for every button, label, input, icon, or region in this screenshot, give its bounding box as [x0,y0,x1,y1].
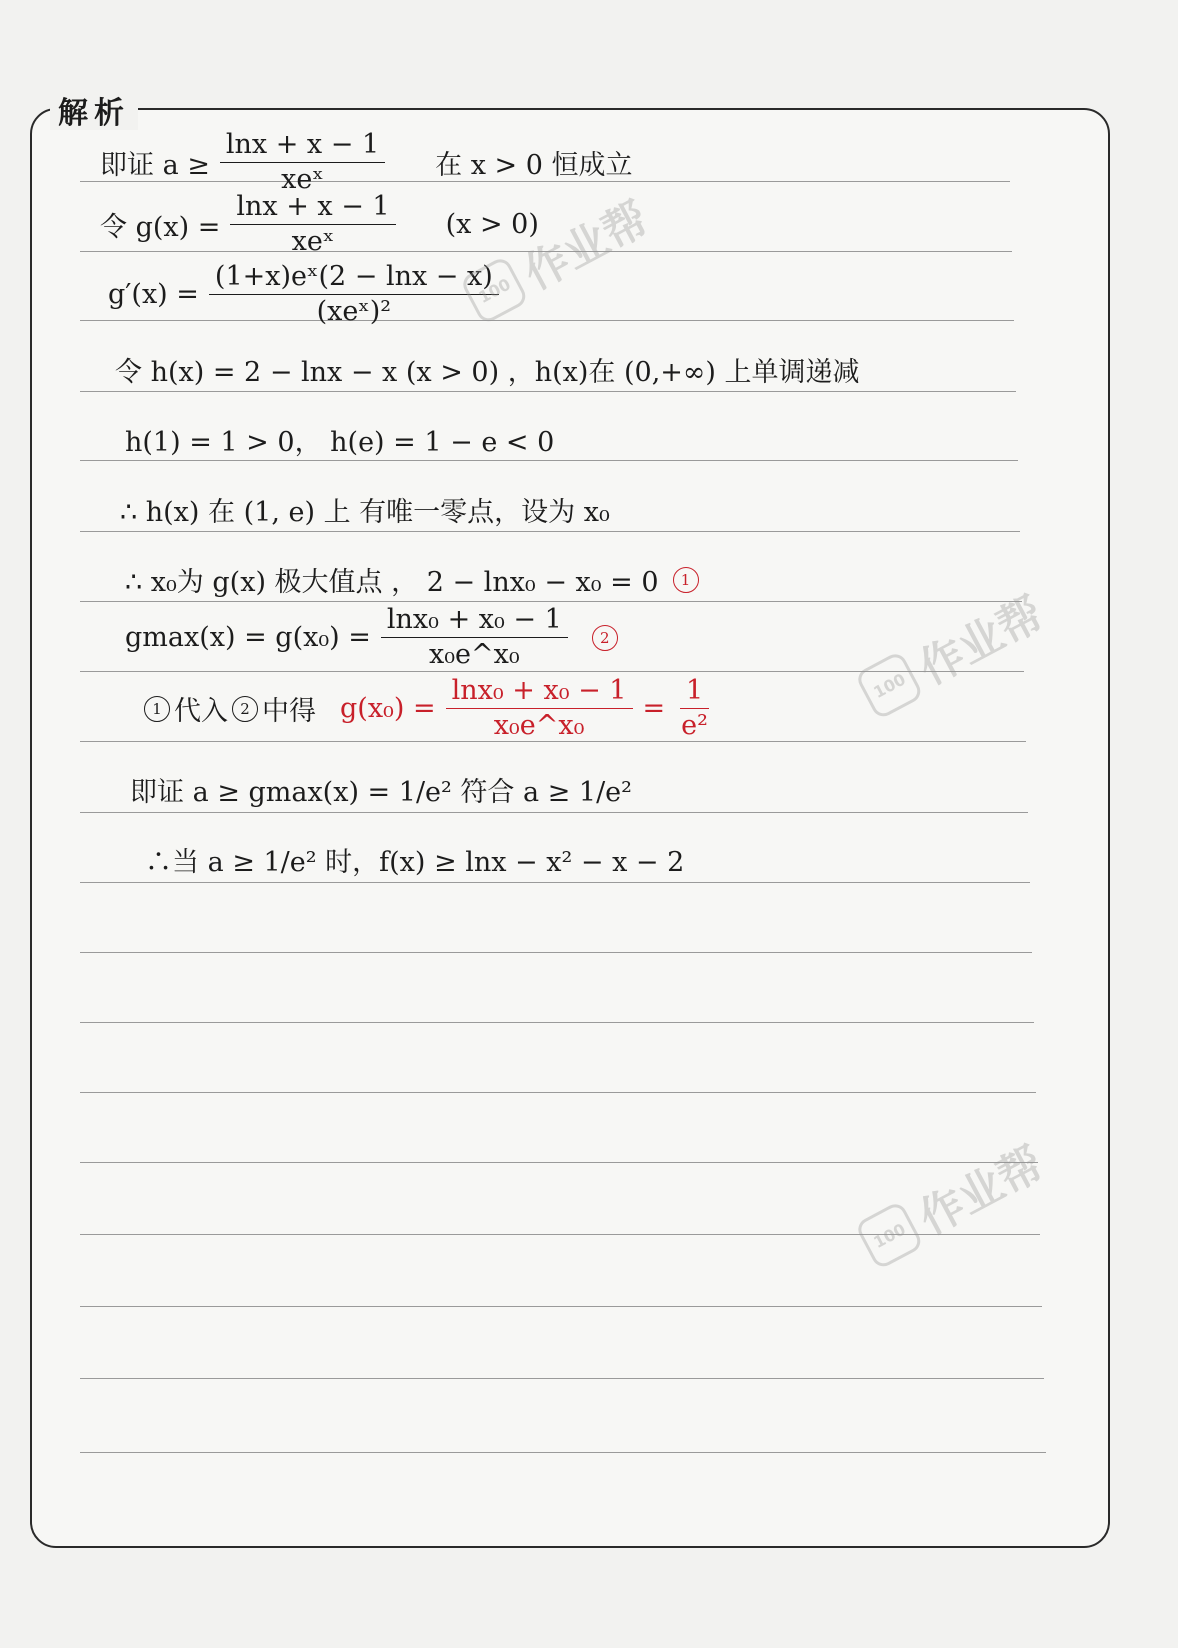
line-text: (x > 0) [445,209,539,240]
ruled-line [80,741,1026,742]
denominator: x₀e^x₀ [493,710,585,741]
numerator: lnx₀ + x₀ − 1 [381,605,568,638]
line-text: 即证 a ≥ gmax(x) = 1/e² 符合 a ≥ 1/e² [130,777,632,808]
watermark-text: 作业帮 [516,192,657,300]
numerator: lnx₀ + x₀ − 1 [446,676,633,709]
numerator: 1 [680,676,709,709]
circled-number-1: 1 [673,567,699,593]
ruled-line [80,882,1030,883]
solution-line-6 [120,490,610,529]
solution-line-1 [100,130,632,195]
fraction [209,262,499,327]
ruled-line [80,1452,1046,1453]
line-text: ∴ x₀为 g(x) 极大值点 ， 2 − lnx₀ − x₀ = 0 [125,567,659,598]
line-text: 令 g(x) = [100,212,221,243]
ruled-line [80,1092,1036,1093]
denominator: xeˣ [291,226,335,257]
solution-line-11 [145,840,684,879]
section-title: 解析 [50,98,138,130]
ruled-line [80,1378,1044,1379]
denominator: x₀e^x₀ [429,639,520,670]
ruled-line [80,460,1018,461]
watermark-text: 作业帮 [911,1137,1052,1245]
solution-line-4 [115,350,860,389]
ruled-line [80,601,1022,602]
line-text: h(1) = 1 > 0， h(e) = 1 − e < 0 [125,427,555,458]
line-text: ∴ h(x) 在 (1, e) 上 有唯一零点，设为 x₀ [120,497,610,528]
line-text: ∴当 a ≥ 1/e² 时，f(x) ≥ lnx − x² − x − 2 [145,847,685,878]
line-text: gmax(x) = g(x₀) = [125,622,371,653]
fraction [220,130,385,195]
solution-line-2 [100,192,539,257]
solution-line-10 [130,770,632,809]
fraction [446,676,633,741]
line-text: 中得 [262,696,316,727]
ruled-line [80,952,1032,953]
fraction [675,676,714,741]
ruled-line [80,1306,1042,1307]
circled-number-2: 2 [592,625,618,651]
fraction [230,192,395,257]
ruled-line [80,812,1028,813]
watermark-text: 作业帮 [911,587,1052,695]
line-text: 在 x > 0 恒成立 [435,150,633,181]
equals-sign: = [642,693,666,724]
highlighted-result [340,676,724,741]
line-text: 代入 [174,696,228,727]
fraction [381,605,568,670]
numerator: lnx + x − 1 [230,192,395,225]
ruled-line [80,1022,1034,1023]
line-text: 令 h(x) = 2 − lnx − x (x > 0) ，h(x)在 (0,+∞) 上单调递减 [115,357,860,388]
line-text: g(x₀) = [340,693,436,724]
ruled-line [80,391,1016,392]
solution-line-3 [108,262,509,327]
ruled-line [80,1162,1038,1163]
solution-line-8 [125,605,618,670]
watermark-logo-icon: 100 [854,650,924,720]
denominator: e² [681,710,708,741]
watermark-logo-icon: 100 [459,255,529,325]
solution-line-9 [140,676,724,741]
line-text: g′(x) = [108,279,199,310]
watermark-logo-icon: 100 [854,1200,924,1270]
line-text: 即证 a ≥ [100,150,210,181]
numerator: lnx + x − 1 [220,130,385,163]
denominator: (xeˣ)² [316,296,392,327]
numerator: (1+x)eˣ(2 − lnx − x) [209,262,499,295]
ruled-line [80,531,1020,532]
solution-line-7 [125,560,699,599]
denominator: xeˣ [281,164,324,195]
solution-line-5 [125,420,554,459]
circled-number-1: 1 [144,696,170,722]
circled-number-2: 2 [232,696,258,722]
